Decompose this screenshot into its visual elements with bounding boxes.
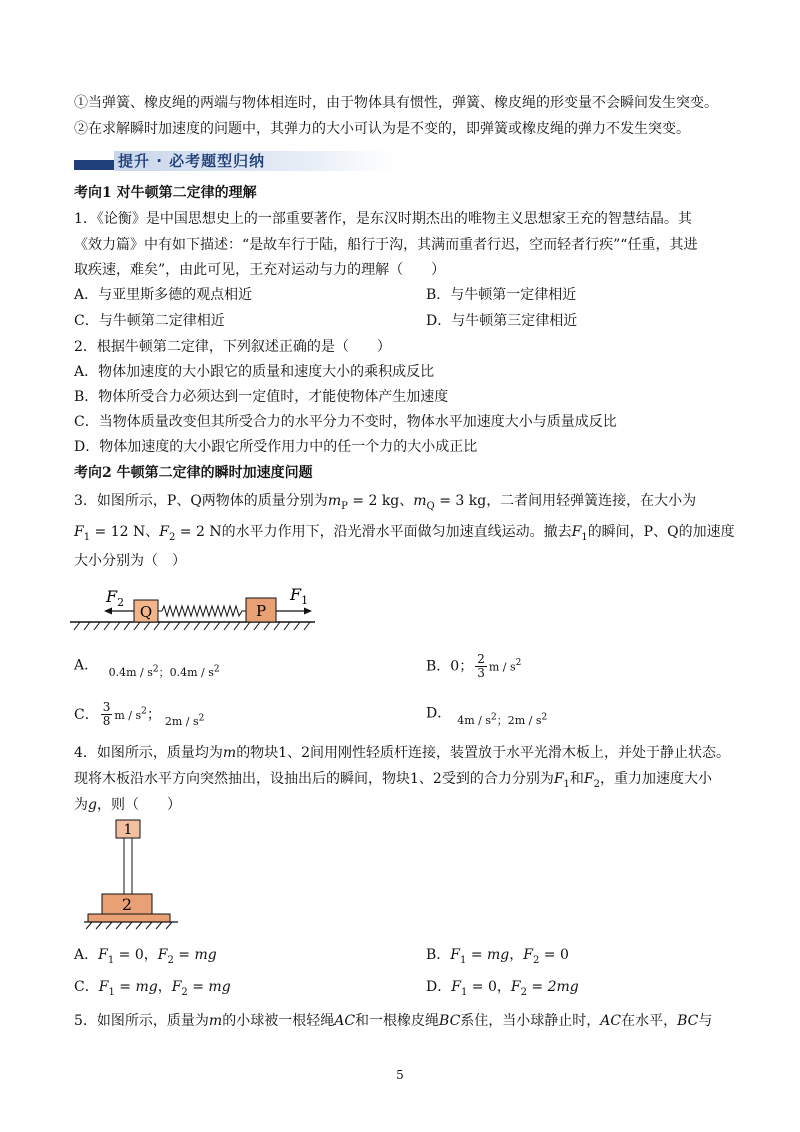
q3-options-row-2 bbox=[74, 700, 740, 728]
q4-force-symbol: F bbox=[583, 771, 594, 787]
board bbox=[88, 914, 170, 922]
force-subscript: 2 bbox=[532, 954, 540, 966]
q5-text: 和一根橡皮绳 bbox=[355, 1013, 440, 1029]
label-f2-subscript: 2 bbox=[117, 596, 125, 609]
q3-option-d-label: D． bbox=[426, 705, 452, 722]
label-f2 bbox=[105, 587, 124, 609]
force-symbol: F bbox=[98, 947, 108, 963]
q2-option-a: A．物体加速度的大小跟它的质量和速度大小的乘积成反比 bbox=[74, 364, 435, 380]
ground-hatching bbox=[86, 922, 172, 929]
q5-rubber-bc: BC bbox=[677, 1013, 699, 1029]
fraction bbox=[101, 701, 113, 728]
q3-force-f2-value: = 2 N bbox=[175, 524, 222, 540]
q3-mass-p-subscript: P bbox=[341, 500, 348, 512]
q1-line-3: 取疾速，难矣”，由此可见，王充对运动与力的理解（ ） bbox=[74, 262, 446, 278]
force-subscript: 1 bbox=[107, 954, 115, 966]
q4-force-symbol: F bbox=[553, 771, 564, 787]
q2-option-d: D．物体加速度的大小跟它所受作用力中的任一个力的大小成正比 bbox=[74, 439, 478, 455]
q4-options-row-2 bbox=[74, 976, 740, 1004]
q4-text: 为 bbox=[74, 797, 88, 813]
option-label: A． bbox=[74, 947, 99, 963]
q3-force-f1-subscript: 1 bbox=[581, 531, 588, 543]
spring bbox=[158, 606, 246, 616]
q3-option-a bbox=[109, 666, 220, 679]
q3-option-c bbox=[74, 700, 205, 729]
q3-text: 的水平力作用下，沿光滑水平面做匀加速直线运动。撤去 bbox=[221, 524, 572, 540]
force-subscript: 2 bbox=[520, 986, 527, 998]
q1-line-2: 《效力篇》中有如下描述：“是故车行于陆，船行于沟，其满而重者行迟，空而轻者行疾”“任重，其进 bbox=[74, 237, 698, 253]
fraction-denominator: 3 bbox=[477, 666, 485, 681]
q4-text: 和 bbox=[569, 771, 584, 787]
arrow-f2-head bbox=[104, 608, 112, 615]
separator: ； bbox=[158, 665, 170, 679]
q4-line-2 bbox=[74, 768, 740, 796]
q3-force-f1-symbol: F bbox=[74, 524, 84, 540]
label-f1-subscript: 1 bbox=[301, 594, 309, 607]
q3-text: ，二者间用轻弹簧连接，在大小为 bbox=[486, 493, 697, 509]
force-symbol: F bbox=[510, 979, 521, 995]
value: = 0 bbox=[114, 947, 144, 963]
block-p-label: P bbox=[255, 602, 267, 620]
q5-line-1 bbox=[74, 1010, 740, 1032]
intro-line-1: ①当弹簧、橡皮绳的两端与物体相连时，由于物体具有惯性，弹簧、橡皮绳的形变量不会瞬间发生突变。 bbox=[74, 95, 718, 111]
q1-option-c: C．与牛顿第二定律相近 bbox=[74, 313, 225, 329]
q5-text: 的小球被一根轻绳 bbox=[222, 1013, 335, 1029]
q3-line-1 bbox=[74, 490, 740, 518]
intro-line-2: ②在求解瞬时加速度的问题中，其弹力的大小可认为是不变的，即弹簧或橡皮绳的弹力不发生突变。 bbox=[74, 121, 690, 137]
q2-option-b: B．物体所受合力必须达到一定值时，才能使物体产生加速度 bbox=[74, 389, 449, 405]
q3-force-f2-symbol: F bbox=[159, 524, 169, 540]
q2-option-c: C．当物体质量改变但其所受合力的水平分力不变时，物体水平加速度大小与质量成反比 bbox=[74, 414, 617, 430]
q4-text: ，则（ ） bbox=[96, 797, 181, 813]
q4-options-row-1 bbox=[74, 944, 740, 972]
block-q-label: Q bbox=[139, 603, 153, 621]
force-subscript: 2 bbox=[167, 954, 174, 966]
q4-line-3 bbox=[74, 794, 740, 816]
q3-option-a-label: A． bbox=[74, 657, 99, 674]
q4-text: 4．如图所示，质量均为 bbox=[74, 745, 223, 761]
q4-option-c bbox=[74, 979, 231, 998]
unit: m / s bbox=[114, 708, 142, 722]
q5-text: 与 bbox=[698, 1013, 713, 1029]
label-f1-symbol: F bbox=[290, 585, 302, 604]
value: = mg bbox=[187, 979, 231, 995]
q3-separator: 、 bbox=[399, 493, 414, 509]
q3-option-d bbox=[426, 700, 547, 726]
exponent: 2 bbox=[541, 712, 548, 722]
exponent: 2 bbox=[198, 713, 205, 723]
separator: ， bbox=[496, 979, 511, 995]
fraction-numerator: 2 bbox=[477, 652, 485, 667]
q1-line-1: 1．《论衡》是中国思想史上的一部重要著作，是东汉时期杰出的唯物主义思想家王充的智慧结晶。其 bbox=[74, 211, 692, 227]
force-subscript: 1 bbox=[460, 954, 467, 966]
q3-mass-q-value: = 3 kg bbox=[434, 493, 487, 509]
q3-mass-p-value: = 2 kg bbox=[347, 493, 400, 509]
q3-option-d-values bbox=[457, 714, 547, 727]
value: 2m / s bbox=[507, 713, 542, 727]
q4-rod-figure bbox=[82, 818, 182, 930]
separator: ， bbox=[143, 947, 158, 963]
q3-text: 的瞬间，P、Q的加速度 bbox=[587, 524, 735, 540]
q3-line-3: 大小分别为（ ） bbox=[74, 553, 186, 569]
q3-line-2 bbox=[74, 521, 740, 549]
q5-text: 在水平， bbox=[621, 1013, 678, 1029]
block-2-label: 2 bbox=[121, 895, 133, 914]
q3-force-f1-subscript: 1 bbox=[83, 531, 91, 543]
separator: ， bbox=[509, 947, 524, 963]
q5-text: 5．如图所示，质量为 bbox=[74, 1013, 209, 1029]
exponent: 2 bbox=[213, 664, 220, 674]
q3-spring-figure bbox=[70, 578, 320, 638]
exponent: 2 bbox=[141, 706, 147, 716]
page-number: 5 bbox=[396, 1068, 404, 1082]
q1-options-row-2 bbox=[74, 310, 740, 332]
q3-force-f1-symbol: F bbox=[571, 524, 582, 540]
force-subscript: 1 bbox=[108, 986, 115, 998]
q4-option-d bbox=[426, 976, 579, 1004]
q3-option-b bbox=[426, 652, 521, 680]
section-banner bbox=[74, 148, 394, 174]
force-subscript: 2 bbox=[181, 986, 188, 998]
fraction-numerator: 3 bbox=[102, 700, 111, 715]
arrow-f1-head bbox=[304, 608, 312, 615]
q1-option-b: B．与牛顿第一定律相近 bbox=[426, 287, 577, 303]
value: = mg bbox=[466, 947, 510, 963]
value: 2m / s bbox=[164, 714, 199, 728]
exponent: 2 bbox=[152, 664, 159, 674]
value: = mg bbox=[173, 947, 217, 963]
unit: m / s bbox=[488, 660, 516, 674]
q4-force-subscript: 1 bbox=[563, 778, 570, 790]
option-label: C． bbox=[74, 979, 99, 995]
q4-text: 现将木板沿水平方向突然抽出，设抽出后的瞬间，物块1、2受到的合力分别为 bbox=[74, 771, 554, 787]
q3-option-a-value-1: 0.4m / s bbox=[108, 665, 153, 679]
ground-hatching bbox=[74, 622, 310, 630]
q3-force-f1-value: = 12 N bbox=[90, 524, 146, 540]
q4-mass-symbol: m bbox=[222, 745, 237, 761]
q4-gravity-symbol: g bbox=[88, 797, 97, 813]
q1-options-row-1 bbox=[74, 284, 740, 306]
q4-option-b bbox=[426, 944, 569, 972]
q1-option-d: D．与牛顿第三定律相近 bbox=[426, 313, 578, 329]
value: = 2mg bbox=[526, 979, 579, 995]
q4-text: ，重力加速度大小 bbox=[600, 771, 712, 787]
q3-mass-q-subscript: Q bbox=[426, 500, 435, 512]
exponent: 2 bbox=[491, 712, 497, 722]
fraction-denominator: 8 bbox=[102, 714, 111, 729]
banner-title: 提升 · 必考题型归纳 bbox=[118, 152, 266, 170]
option-label: D． bbox=[426, 979, 452, 995]
exponent: 2 bbox=[515, 658, 522, 668]
q3-option-a-value-2: 0.4m / s bbox=[169, 665, 214, 679]
q5-text: 系住，当小球静止时， bbox=[460, 1013, 601, 1029]
force-subscript: 1 bbox=[460, 986, 468, 998]
separator: ； bbox=[146, 706, 161, 723]
force-symbol: F bbox=[157, 947, 168, 963]
force-symbol: F bbox=[450, 947, 461, 963]
q4-line-1 bbox=[74, 742, 740, 764]
q1-option-a: A．与亚里斯多德的观点相近 bbox=[74, 287, 253, 303]
q3-separator: 、 bbox=[145, 524, 160, 540]
q3-option-b-label: B． bbox=[426, 658, 451, 675]
q5-rubber-bc: BC bbox=[439, 1013, 461, 1029]
label-f2-symbol: F bbox=[106, 587, 118, 606]
value: = 0 bbox=[467, 979, 497, 995]
label-f1 bbox=[289, 585, 308, 607]
separator: ； bbox=[496, 713, 508, 727]
section-heading-2: 考向2 牛顿第二定律的瞬时加速度问题 bbox=[74, 465, 313, 481]
force-symbol: F bbox=[523, 947, 533, 963]
q3-option-c-label: C． bbox=[74, 706, 99, 723]
value: 4m / s bbox=[457, 713, 492, 727]
force-symbol: F bbox=[451, 979, 461, 995]
q3-option-b-value-1: 0； bbox=[450, 658, 474, 675]
q3-text: 3．如图所示，P、Q两物体的质量分别为 bbox=[74, 493, 328, 509]
q5-rope-ac: AC bbox=[600, 1013, 622, 1029]
force-symbol: F bbox=[171, 979, 182, 995]
q3-force-f2-subscript: 2 bbox=[168, 531, 176, 543]
separator: ， bbox=[157, 979, 172, 995]
value: = mg bbox=[114, 979, 158, 995]
q4-option-a bbox=[74, 947, 217, 966]
section-heading-1: 考向1 对牛顿第二定律的理解 bbox=[74, 185, 257, 201]
q5-mass-symbol: m bbox=[208, 1013, 223, 1029]
block-1-label: 1 bbox=[123, 822, 133, 838]
q4-force-subscript: 2 bbox=[593, 778, 600, 790]
q3-option-c-value-2 bbox=[165, 715, 205, 728]
force-symbol: F bbox=[98, 979, 109, 995]
q5-rope-ac: AC bbox=[334, 1013, 356, 1029]
q4-text: 的物块1、2间用刚性轻质杆连接，装置放于水平光滑木板上，并处于静止状态。 bbox=[236, 745, 731, 761]
q3-mass-p-symbol: m bbox=[327, 493, 342, 509]
q3-options-row-1 bbox=[74, 652, 740, 681]
option-label: B． bbox=[426, 947, 451, 963]
fraction bbox=[475, 653, 487, 680]
banner-bar bbox=[74, 160, 114, 170]
q3-mass-q-symbol: m bbox=[413, 493, 427, 509]
value: = 0 bbox=[539, 947, 569, 963]
q2-stem: 2．根据牛顿第二定律，下列叙述正确的是（ ） bbox=[74, 339, 391, 355]
